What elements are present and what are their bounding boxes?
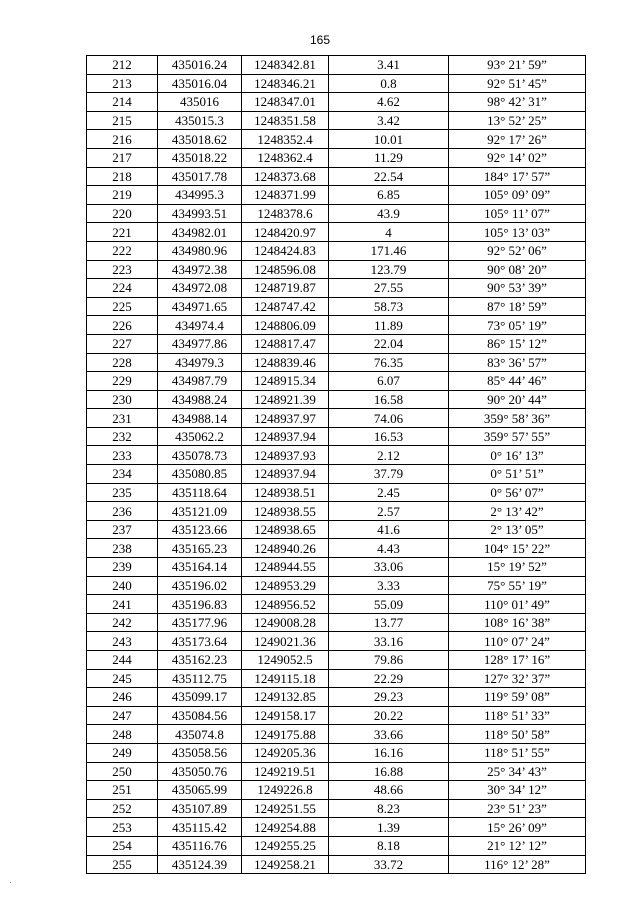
- bearing-angle-cell: 92° 51’ 45”: [449, 74, 586, 93]
- point-number-cell: 237: [87, 520, 158, 539]
- x-coordinate-cell: 435124.39: [158, 855, 242, 874]
- y-coordinate-cell: 1248352.4: [242, 130, 329, 149]
- point-number-cell: 226: [87, 316, 158, 335]
- bearing-angle-cell: 83° 36’ 57”: [449, 353, 586, 372]
- y-coordinate-cell: 1248937.97: [242, 409, 329, 428]
- x-coordinate-cell: 435074.8: [158, 725, 242, 744]
- table-row: [87, 725, 586, 744]
- distance-cell: 10.01: [329, 130, 449, 149]
- point-number-cell: 231: [87, 409, 158, 428]
- x-coordinate-cell: 434972.08: [158, 279, 242, 298]
- table-row: [87, 558, 586, 577]
- distance-cell: 4.43: [329, 539, 449, 558]
- point-number-cell: 236: [87, 502, 158, 521]
- table-row: [87, 799, 586, 818]
- y-coordinate-cell: 1248938.65: [242, 520, 329, 539]
- y-coordinate-cell: 1249226.8: [242, 781, 329, 800]
- table-row: [87, 241, 586, 260]
- point-number-cell: 240: [87, 576, 158, 595]
- distance-cell: 4.62: [329, 93, 449, 112]
- x-coordinate-cell: 435196.83: [158, 595, 242, 614]
- bearing-angle-cell: 108° 16’ 38”: [449, 613, 586, 632]
- distance-cell: 2.45: [329, 483, 449, 502]
- table-row: [87, 465, 586, 484]
- point-number-cell: 253: [87, 818, 158, 837]
- x-coordinate-cell: 435080.85: [158, 465, 242, 484]
- bearing-angle-cell: 118° 51’ 33”: [449, 706, 586, 725]
- table-row: [87, 855, 586, 874]
- table-row: [87, 539, 586, 558]
- y-coordinate-cell: 1249258.21: [242, 855, 329, 874]
- y-coordinate-cell: 1248596.08: [242, 260, 329, 279]
- table-row: [87, 576, 586, 595]
- point-number-cell: 242: [87, 613, 158, 632]
- table-row: [87, 111, 586, 130]
- point-number-cell: 220: [87, 204, 158, 223]
- bearing-angle-cell: 86° 15’ 12”: [449, 334, 586, 353]
- point-number-cell: 228: [87, 353, 158, 372]
- table-row: [87, 93, 586, 112]
- point-number-cell: 241: [87, 595, 158, 614]
- table-row: [87, 520, 586, 539]
- table-row: [87, 409, 586, 428]
- table-row: [87, 74, 586, 93]
- x-coordinate-cell: 434988.24: [158, 390, 242, 409]
- distance-cell: 6.85: [329, 186, 449, 205]
- point-number-cell: 218: [87, 167, 158, 186]
- bearing-angle-cell: 90° 53’ 39”: [449, 279, 586, 298]
- x-coordinate-cell: 435016.24: [158, 56, 242, 75]
- point-number-cell: 251: [87, 781, 158, 800]
- coordinates-table-body: [87, 56, 586, 874]
- y-coordinate-cell: 1249115.18: [242, 669, 329, 688]
- distance-cell: 2.57: [329, 502, 449, 521]
- table-row: [87, 316, 586, 335]
- y-coordinate-cell: 1249132.85: [242, 688, 329, 707]
- scan-speck: [10, 882, 11, 883]
- x-coordinate-cell: 435018.62: [158, 130, 242, 149]
- x-coordinate-cell: 435121.09: [158, 502, 242, 521]
- x-coordinate-cell: 434979.3: [158, 353, 242, 372]
- y-coordinate-cell: 1248362.4: [242, 148, 329, 167]
- x-coordinate-cell: 435099.17: [158, 688, 242, 707]
- distance-cell: 74.06: [329, 409, 449, 428]
- bearing-angle-cell: 93° 21’ 59”: [449, 56, 586, 75]
- y-coordinate-cell: 1248940.26: [242, 539, 329, 558]
- x-coordinate-cell: 434977.86: [158, 334, 242, 353]
- point-number-cell: 221: [87, 223, 158, 242]
- y-coordinate-cell: 1249008.28: [242, 613, 329, 632]
- distance-cell: 11.29: [329, 148, 449, 167]
- distance-cell: 20.22: [329, 706, 449, 725]
- y-coordinate-cell: 1248373.68: [242, 167, 329, 186]
- y-coordinate-cell: 1248420.97: [242, 223, 329, 242]
- point-number-cell: 229: [87, 372, 158, 391]
- bearing-angle-cell: 0° 51’ 51”: [449, 465, 586, 484]
- table-row: [87, 706, 586, 725]
- y-coordinate-cell: 1248938.55: [242, 502, 329, 521]
- y-coordinate-cell: 1248371.99: [242, 186, 329, 205]
- point-number-cell: 219: [87, 186, 158, 205]
- bearing-angle-cell: 87° 18’ 59”: [449, 297, 586, 316]
- bearing-angle-cell: 128° 17’ 16”: [449, 651, 586, 670]
- x-coordinate-cell: 435018.22: [158, 148, 242, 167]
- table-row: [87, 223, 586, 242]
- bearing-angle-cell: 118° 50’ 58”: [449, 725, 586, 744]
- y-coordinate-cell: 1248817.47: [242, 334, 329, 353]
- x-coordinate-cell: 434982.01: [158, 223, 242, 242]
- x-coordinate-cell: 434993.51: [158, 204, 242, 223]
- distance-cell: 37.79: [329, 465, 449, 484]
- bearing-angle-cell: 25° 34’ 43”: [449, 762, 586, 781]
- x-coordinate-cell: 435173.64: [158, 632, 242, 651]
- x-coordinate-cell: 435162.23: [158, 651, 242, 670]
- bearing-angle-cell: 85° 44’ 46”: [449, 372, 586, 391]
- y-coordinate-cell: 1248937.94: [242, 427, 329, 446]
- table-row: [87, 446, 586, 465]
- distance-cell: 43.9: [329, 204, 449, 223]
- x-coordinate-cell: 434980.96: [158, 241, 242, 260]
- distance-cell: 123.79: [329, 260, 449, 279]
- distance-cell: 0.8: [329, 74, 449, 93]
- y-coordinate-cell: 1248747.42: [242, 297, 329, 316]
- point-number-cell: 235: [87, 483, 158, 502]
- bearing-angle-cell: 105° 13’ 03”: [449, 223, 586, 242]
- table-row: [87, 56, 586, 75]
- bearing-angle-cell: 184° 17’ 57”: [449, 167, 586, 186]
- distance-cell: 48.66: [329, 781, 449, 800]
- table-row: [87, 632, 586, 651]
- table-row: [87, 334, 586, 353]
- distance-cell: 3.42: [329, 111, 449, 130]
- distance-cell: 13.77: [329, 613, 449, 632]
- x-coordinate-cell: 435062.2: [158, 427, 242, 446]
- point-number-cell: 244: [87, 651, 158, 670]
- table-row: [87, 688, 586, 707]
- x-coordinate-cell: 435165.23: [158, 539, 242, 558]
- y-coordinate-cell: 1248378.6: [242, 204, 329, 223]
- bearing-angle-cell: 359° 57’ 55”: [449, 427, 586, 446]
- page-number: 165: [309, 33, 331, 47]
- bearing-angle-cell: 104° 15’ 22”: [449, 539, 586, 558]
- bearing-angle-cell: 110° 01’ 49”: [449, 595, 586, 614]
- table-row: [87, 483, 586, 502]
- bearing-angle-cell: 21° 12’ 12”: [449, 836, 586, 855]
- distance-cell: 33.06: [329, 558, 449, 577]
- y-coordinate-cell: 1248956.52: [242, 595, 329, 614]
- bearing-angle-cell: 15° 19’ 52”: [449, 558, 586, 577]
- bearing-angle-cell: 90° 20’ 44”: [449, 390, 586, 409]
- y-coordinate-cell: 1248351.58: [242, 111, 329, 130]
- x-coordinate-cell: 435016: [158, 93, 242, 112]
- bearing-angle-cell: 110° 07’ 24”: [449, 632, 586, 651]
- bearing-angle-cell: 92° 14’ 02”: [449, 148, 586, 167]
- y-coordinate-cell: 1249251.55: [242, 799, 329, 818]
- table-row: [87, 204, 586, 223]
- y-coordinate-cell: 1249175.88: [242, 725, 329, 744]
- distance-cell: 171.46: [329, 241, 449, 260]
- distance-cell: 33.72: [329, 855, 449, 874]
- table-row: [87, 669, 586, 688]
- table-row: [87, 743, 586, 762]
- x-coordinate-cell: 435078.73: [158, 446, 242, 465]
- x-coordinate-cell: 434974.4: [158, 316, 242, 335]
- bearing-angle-cell: 73° 05’ 19”: [449, 316, 586, 335]
- bearing-angle-cell: 0° 16’ 13”: [449, 446, 586, 465]
- x-coordinate-cell: 434995.3: [158, 186, 242, 205]
- distance-cell: 27.55: [329, 279, 449, 298]
- table-row: [87, 130, 586, 149]
- x-coordinate-cell: 435107.89: [158, 799, 242, 818]
- table-row: [87, 353, 586, 372]
- x-coordinate-cell: 435050.76: [158, 762, 242, 781]
- table-row: [87, 372, 586, 391]
- bearing-angle-cell: 75° 55’ 19”: [449, 576, 586, 595]
- table-row: [87, 148, 586, 167]
- distance-cell: 55.09: [329, 595, 449, 614]
- distance-cell: 8.23: [329, 799, 449, 818]
- distance-cell: 76.35: [329, 353, 449, 372]
- table-row: [87, 836, 586, 855]
- point-number-cell: 246: [87, 688, 158, 707]
- distance-cell: 6.07: [329, 372, 449, 391]
- point-number-cell: 239: [87, 558, 158, 577]
- bearing-angle-cell: 30° 34’ 12”: [449, 781, 586, 800]
- point-number-cell: 223: [87, 260, 158, 279]
- distance-cell: 1.39: [329, 818, 449, 837]
- point-number-cell: 250: [87, 762, 158, 781]
- table-row: [87, 297, 586, 316]
- y-coordinate-cell: 1248937.94: [242, 465, 329, 484]
- point-number-cell: 215: [87, 111, 158, 130]
- distance-cell: 22.54: [329, 167, 449, 186]
- table-row: [87, 781, 586, 800]
- bearing-angle-cell: 23° 51’ 23”: [449, 799, 586, 818]
- x-coordinate-cell: 435017.78: [158, 167, 242, 186]
- distance-cell: 33.66: [329, 725, 449, 744]
- point-number-cell: 213: [87, 74, 158, 93]
- table-row: [87, 186, 586, 205]
- point-number-cell: 214: [87, 93, 158, 112]
- distance-cell: 22.04: [329, 334, 449, 353]
- table-row: [87, 651, 586, 670]
- bearing-angle-cell: 118° 51’ 55”: [449, 743, 586, 762]
- y-coordinate-cell: 1248346.21: [242, 74, 329, 93]
- bearing-angle-cell: 127° 32’ 37”: [449, 669, 586, 688]
- coordinates-table: [86, 55, 586, 874]
- x-coordinate-cell: 435065.99: [158, 781, 242, 800]
- x-coordinate-cell: 435116.76: [158, 836, 242, 855]
- distance-cell: 16.58: [329, 390, 449, 409]
- y-coordinate-cell: 1248347.01: [242, 93, 329, 112]
- y-coordinate-cell: 1248806.09: [242, 316, 329, 335]
- distance-cell: 3.33: [329, 576, 449, 595]
- point-number-cell: 243: [87, 632, 158, 651]
- table-row: [87, 502, 586, 521]
- x-coordinate-cell: 435164.14: [158, 558, 242, 577]
- y-coordinate-cell: 1248944.55: [242, 558, 329, 577]
- table-row: [87, 762, 586, 781]
- x-coordinate-cell: 435015.3: [158, 111, 242, 130]
- distance-cell: 16.53: [329, 427, 449, 446]
- y-coordinate-cell: 1249254.88: [242, 818, 329, 837]
- table-row: [87, 260, 586, 279]
- point-number-cell: 233: [87, 446, 158, 465]
- distance-cell: 8.18: [329, 836, 449, 855]
- y-coordinate-cell: 1249219.51: [242, 762, 329, 781]
- table-row: [87, 427, 586, 446]
- point-number-cell: 216: [87, 130, 158, 149]
- x-coordinate-cell: 434972.38: [158, 260, 242, 279]
- bearing-angle-cell: 98° 42’ 31”: [449, 93, 586, 112]
- distance-cell: 2.12: [329, 446, 449, 465]
- bearing-angle-cell: 90° 08’ 20”: [449, 260, 586, 279]
- y-coordinate-cell: 1248839.46: [242, 353, 329, 372]
- distance-cell: 33.16: [329, 632, 449, 651]
- point-number-cell: 234: [87, 465, 158, 484]
- bearing-angle-cell: 2° 13’ 42”: [449, 502, 586, 521]
- distance-cell: 16.88: [329, 762, 449, 781]
- bearing-angle-cell: 105° 09’ 09”: [449, 186, 586, 205]
- distance-cell: 29.23: [329, 688, 449, 707]
- table-row: [87, 818, 586, 837]
- y-coordinate-cell: 1248342.81: [242, 56, 329, 75]
- x-coordinate-cell: 435112.75: [158, 669, 242, 688]
- y-coordinate-cell: 1249255.25: [242, 836, 329, 855]
- distance-cell: 11.89: [329, 316, 449, 335]
- y-coordinate-cell: 1249158.17: [242, 706, 329, 725]
- distance-cell: 58.73: [329, 297, 449, 316]
- table-row: [87, 613, 586, 632]
- y-coordinate-cell: 1248953.29: [242, 576, 329, 595]
- y-coordinate-cell: 1249052.5: [242, 651, 329, 670]
- distance-cell: 4: [329, 223, 449, 242]
- y-coordinate-cell: 1248937.93: [242, 446, 329, 465]
- point-number-cell: 248: [87, 725, 158, 744]
- y-coordinate-cell: 1249021.36: [242, 632, 329, 651]
- point-number-cell: 252: [87, 799, 158, 818]
- y-coordinate-cell: 1249205.36: [242, 743, 329, 762]
- point-number-cell: 255: [87, 855, 158, 874]
- y-coordinate-cell: 1248424.83: [242, 241, 329, 260]
- x-coordinate-cell: 435058.56: [158, 743, 242, 762]
- point-number-cell: 217: [87, 148, 158, 167]
- distance-cell: 22.29: [329, 669, 449, 688]
- distance-cell: 16.16: [329, 743, 449, 762]
- bearing-angle-cell: 2° 13’ 05”: [449, 520, 586, 539]
- x-coordinate-cell: 435016.04: [158, 74, 242, 93]
- point-number-cell: 249: [87, 743, 158, 762]
- point-number-cell: 224: [87, 279, 158, 298]
- table-row: [87, 167, 586, 186]
- distance-cell: 3.41: [329, 56, 449, 75]
- x-coordinate-cell: 435115.42: [158, 818, 242, 837]
- y-coordinate-cell: 1248921.39: [242, 390, 329, 409]
- x-coordinate-cell: 435118.64: [158, 483, 242, 502]
- bearing-angle-cell: 116° 12’ 28”: [449, 855, 586, 874]
- y-coordinate-cell: 1248915.34: [242, 372, 329, 391]
- point-number-cell: 238: [87, 539, 158, 558]
- point-number-cell: 232: [87, 427, 158, 446]
- point-number-cell: 247: [87, 706, 158, 725]
- x-coordinate-cell: 434988.14: [158, 409, 242, 428]
- x-coordinate-cell: 435177.96: [158, 613, 242, 632]
- x-coordinate-cell: 434971.65: [158, 297, 242, 316]
- y-coordinate-cell: 1248719.87: [242, 279, 329, 298]
- distance-cell: 41.6: [329, 520, 449, 539]
- point-number-cell: 254: [87, 836, 158, 855]
- bearing-angle-cell: 359° 58’ 36”: [449, 409, 586, 428]
- bearing-angle-cell: 15° 26’ 09”: [449, 818, 586, 837]
- distance-cell: 79.86: [329, 651, 449, 670]
- point-number-cell: 245: [87, 669, 158, 688]
- table-row: [87, 279, 586, 298]
- bearing-angle-cell: 92° 17’ 26”: [449, 130, 586, 149]
- table-row: [87, 390, 586, 409]
- x-coordinate-cell: 434987.79: [158, 372, 242, 391]
- table-row: [87, 595, 586, 614]
- y-coordinate-cell: 1248938.51: [242, 483, 329, 502]
- point-number-cell: 222: [87, 241, 158, 260]
- x-coordinate-cell: 435196.02: [158, 576, 242, 595]
- point-number-cell: 225: [87, 297, 158, 316]
- point-number-cell: 230: [87, 390, 158, 409]
- x-coordinate-cell: 435084.56: [158, 706, 242, 725]
- bearing-angle-cell: 105° 11’ 07”: [449, 204, 586, 223]
- point-number-cell: 227: [87, 334, 158, 353]
- point-number-cell: 212: [87, 56, 158, 75]
- x-coordinate-cell: 435123.66: [158, 520, 242, 539]
- bearing-angle-cell: 0° 56’ 07”: [449, 483, 586, 502]
- bearing-angle-cell: 119° 59’ 08”: [449, 688, 586, 707]
- bearing-angle-cell: 13° 52’ 25”: [449, 111, 586, 130]
- bearing-angle-cell: 92° 52’ 06”: [449, 241, 586, 260]
